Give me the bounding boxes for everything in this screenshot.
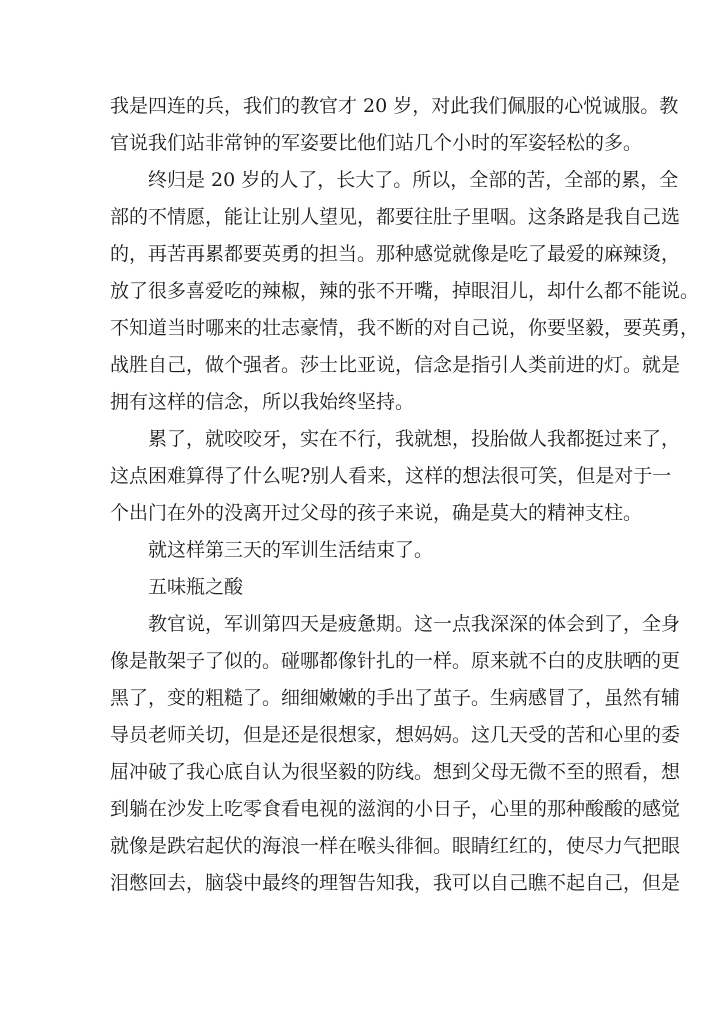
document-body xyxy=(110,88,700,902)
text-line: 就像是跌宕起伏的海浪一样在喉头徘徊。眼睛红红的，使尽力气把眼 xyxy=(110,835,681,857)
text-line: 屈冲破了我心底自认为很坚毅的防线。想到父母无微不至的照看，想 xyxy=(110,761,681,783)
paragraph xyxy=(110,532,610,569)
paragraph xyxy=(110,606,681,902)
text-line: 的，再苦再累都要英勇的担当。那种感觉就像是吃了最爱的麻辣烫， xyxy=(110,243,681,265)
paragraph xyxy=(110,421,681,532)
text-line: 部的不情愿，能让让别人望见，都要往肚子里咽。这条路是我自己选 xyxy=(110,206,681,228)
text-line: 累了，就咬咬牙，实在不行，我就想，投胎做人我都挺过来了， xyxy=(148,428,681,450)
text-line: 教官说，军训第四天是疲惫期。这一点我深深的体会到了，全身 xyxy=(148,613,681,635)
text-line: 五味瓶之酸 xyxy=(148,576,244,598)
text-line: 放了很多喜爱吃的辣椒，辣的张不开嘴，掉眼泪儿，却什么都不能说。 xyxy=(110,280,700,302)
text-line: 这点困难算得了什么呢?别人看来，这样的想法很可笑，但是对于一 xyxy=(110,465,672,487)
text-line: 官说我们站非常钟的军姿要比他们站几个小时的军姿轻松的多。 xyxy=(110,132,643,154)
text-line: 个出门在外的没离开过父母的孩子来说，确是莫大的精神支柱。 xyxy=(110,502,643,524)
text-line: 不知道当时哪来的壮志豪情，我不断的对自己说，你要坚毅，要英勇， xyxy=(110,317,700,339)
section-heading xyxy=(110,569,610,606)
text-line: 终归是 20 岁的人了，长大了。所以，全部的苦，全部的累，全 xyxy=(148,169,679,191)
text-line: 我是四连的兵，我们的教官才 20 岁，对此我们佩服的心悦诚服。教 xyxy=(110,95,679,117)
paragraph xyxy=(110,162,700,421)
text-line: 就这样第三天的军训生活结束了。 xyxy=(148,539,434,561)
text-line: 泪憋回去，脑袋中最终的理智告知我，我可以自己瞧不起自己，但是 xyxy=(110,872,681,894)
text-line: 到躺在沙发上吃零食看电视的滋润的小日子，心里的那种酸酸的感觉 xyxy=(110,798,681,820)
text-line: 导员老师关切，但是还是很想家，想妈妈。这几天受的苦和心里的委 xyxy=(110,724,681,746)
paragraph xyxy=(110,88,679,162)
text-line: 像是散架子了似的。碰哪都像针扎的一样。原来就不白的皮肤晒的更 xyxy=(110,650,681,672)
text-line: 黑了，变的粗糙了。细细嫩嫩的手出了茧子。生病感冒了，虽然有辅 xyxy=(110,687,681,709)
text-line: 战胜自己，做个强者。莎士比亚说，信念是指引人类前进的灯。就是 xyxy=(110,354,681,376)
text-line: 拥有这样的信念，所以我始终坚持。 xyxy=(110,391,415,413)
